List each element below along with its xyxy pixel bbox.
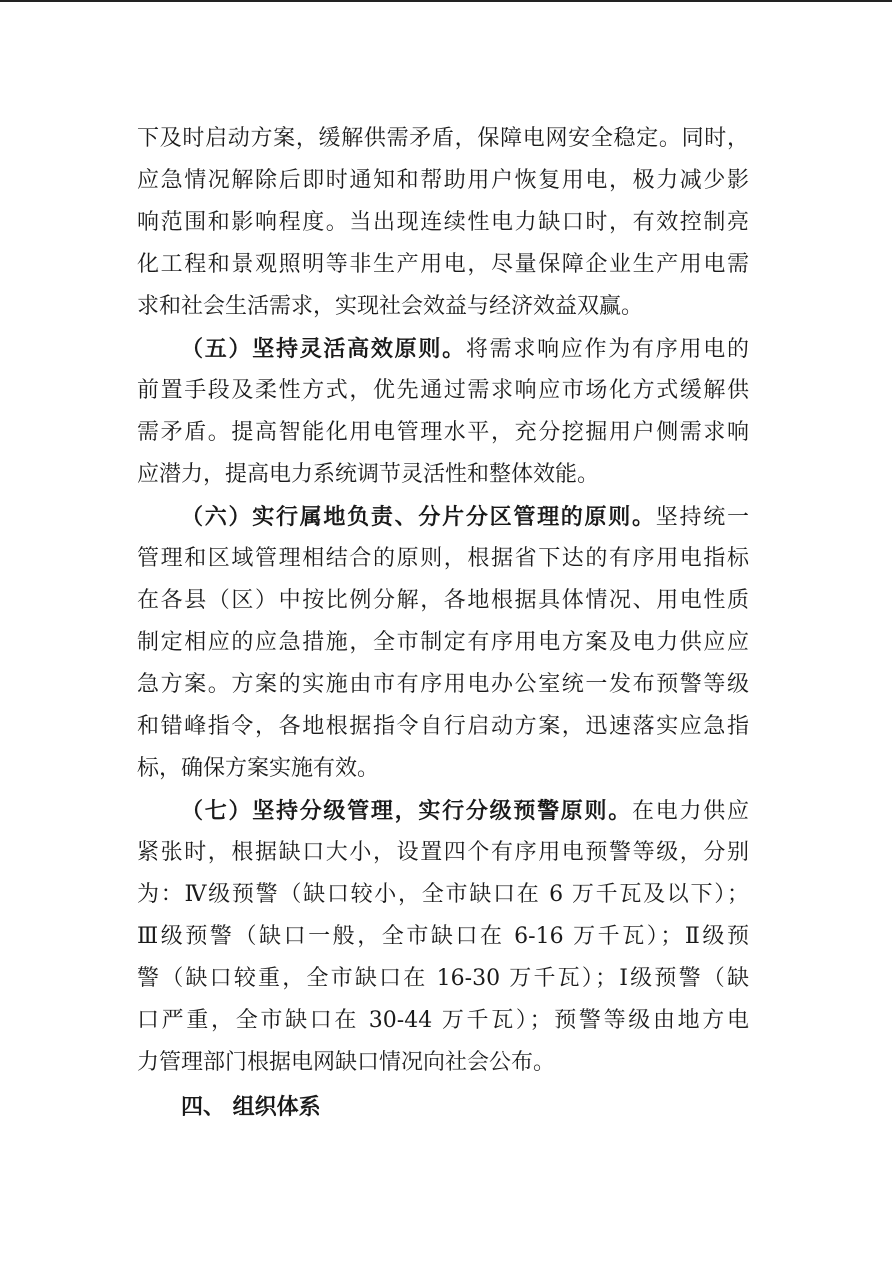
text-line: 下及时启动方案，缓解供需矛盾，保障电网安全稳定。同时， [137, 126, 749, 151]
text-line: Ⅲ级预警（缺口一般，全市缺口在 6-16 万千瓦）；Ⅱ级预 [137, 924, 749, 949]
text-run: 在电力供应 [632, 799, 749, 824]
text-line: 警（缺口较重，全市缺口在 16-30 万千瓦）；Ⅰ级预警（缺 [137, 966, 749, 991]
text-line: 管理和区域管理相结合的原则，根据省下达的有序用电指标 [137, 546, 749, 571]
paragraph-principle-6 [137, 496, 749, 790]
text-line: 在各县（区）中按比例分解，各地根据具体情况、用电性质 [137, 588, 749, 613]
text-line: 响范围和影响程度。当出现连续性电力缺口时，有效控制亮 [137, 210, 749, 235]
document-page [137, 118, 749, 1128]
text-run: 将需求响应作为有序用电的 [465, 337, 749, 362]
text-line: 应急情况解除后即时通知和帮助用户恢复用电，极力减少影 [137, 168, 749, 193]
text-run: 坚持统一 [655, 505, 749, 530]
paragraph-continuation [137, 118, 749, 328]
text-line: 化工程和景观照明等非生产用电，尽量保障企业生产用电需 [137, 252, 749, 277]
text-line: 制定相应的应急措施，全市制定有序用电方案及电力供应应 [137, 630, 749, 655]
section-heading: 四、 组织体系 [181, 1094, 321, 1120]
text-line [137, 496, 749, 538]
text-line: 需矛盾。提高智能化用电管理水平，充分挖掘用户侧需求响 [137, 420, 749, 445]
text-line: 应潜力，提高电力系统调节灵活性和整体效能。 [137, 462, 600, 487]
principle-heading: （七）坚持分级管理，实行分级预警原则。 [181, 798, 633, 824]
text-line: 力管理部门根据电网缺口情况向社会公布。 [137, 1050, 556, 1075]
principle-heading: （五）坚持灵活高效原则。 [181, 336, 466, 362]
text-line: 口严重，全市缺口在 30-44 万千瓦）；预警等级由地方电 [137, 1008, 749, 1033]
text-line: 和错峰指令，各地根据指令自行启动方案，迅速落实应急指 [137, 714, 749, 739]
paragraph-principle-5 [137, 328, 749, 496]
top-border-line [0, 0, 892, 2]
text-line: 为：Ⅳ级预警（缺口较小，全市缺口在 6 万千瓦及以下）； [137, 882, 749, 907]
text-line: 标，确保方案实施有效。 [137, 756, 380, 781]
text-line: 紧张时，根据缺口大小，设置四个有序用电预警等级，分别 [137, 840, 749, 865]
principle-heading: （六）实行属地负责、分片分区管理的原则。 [181, 504, 656, 530]
text-line [137, 328, 749, 370]
text-line: 前置手段及柔性方式，优先通过需求响应市场化方式缓解供 [137, 378, 749, 403]
text-line: 急方案。方案的实施由市有序用电办公室统一发布预警等级 [137, 672, 749, 697]
paragraph-principle-7 [137, 790, 749, 1084]
text-line: 求和社会生活需求，实现社会效益与经济效益双赢。 [137, 294, 644, 319]
text-line [137, 790, 749, 832]
